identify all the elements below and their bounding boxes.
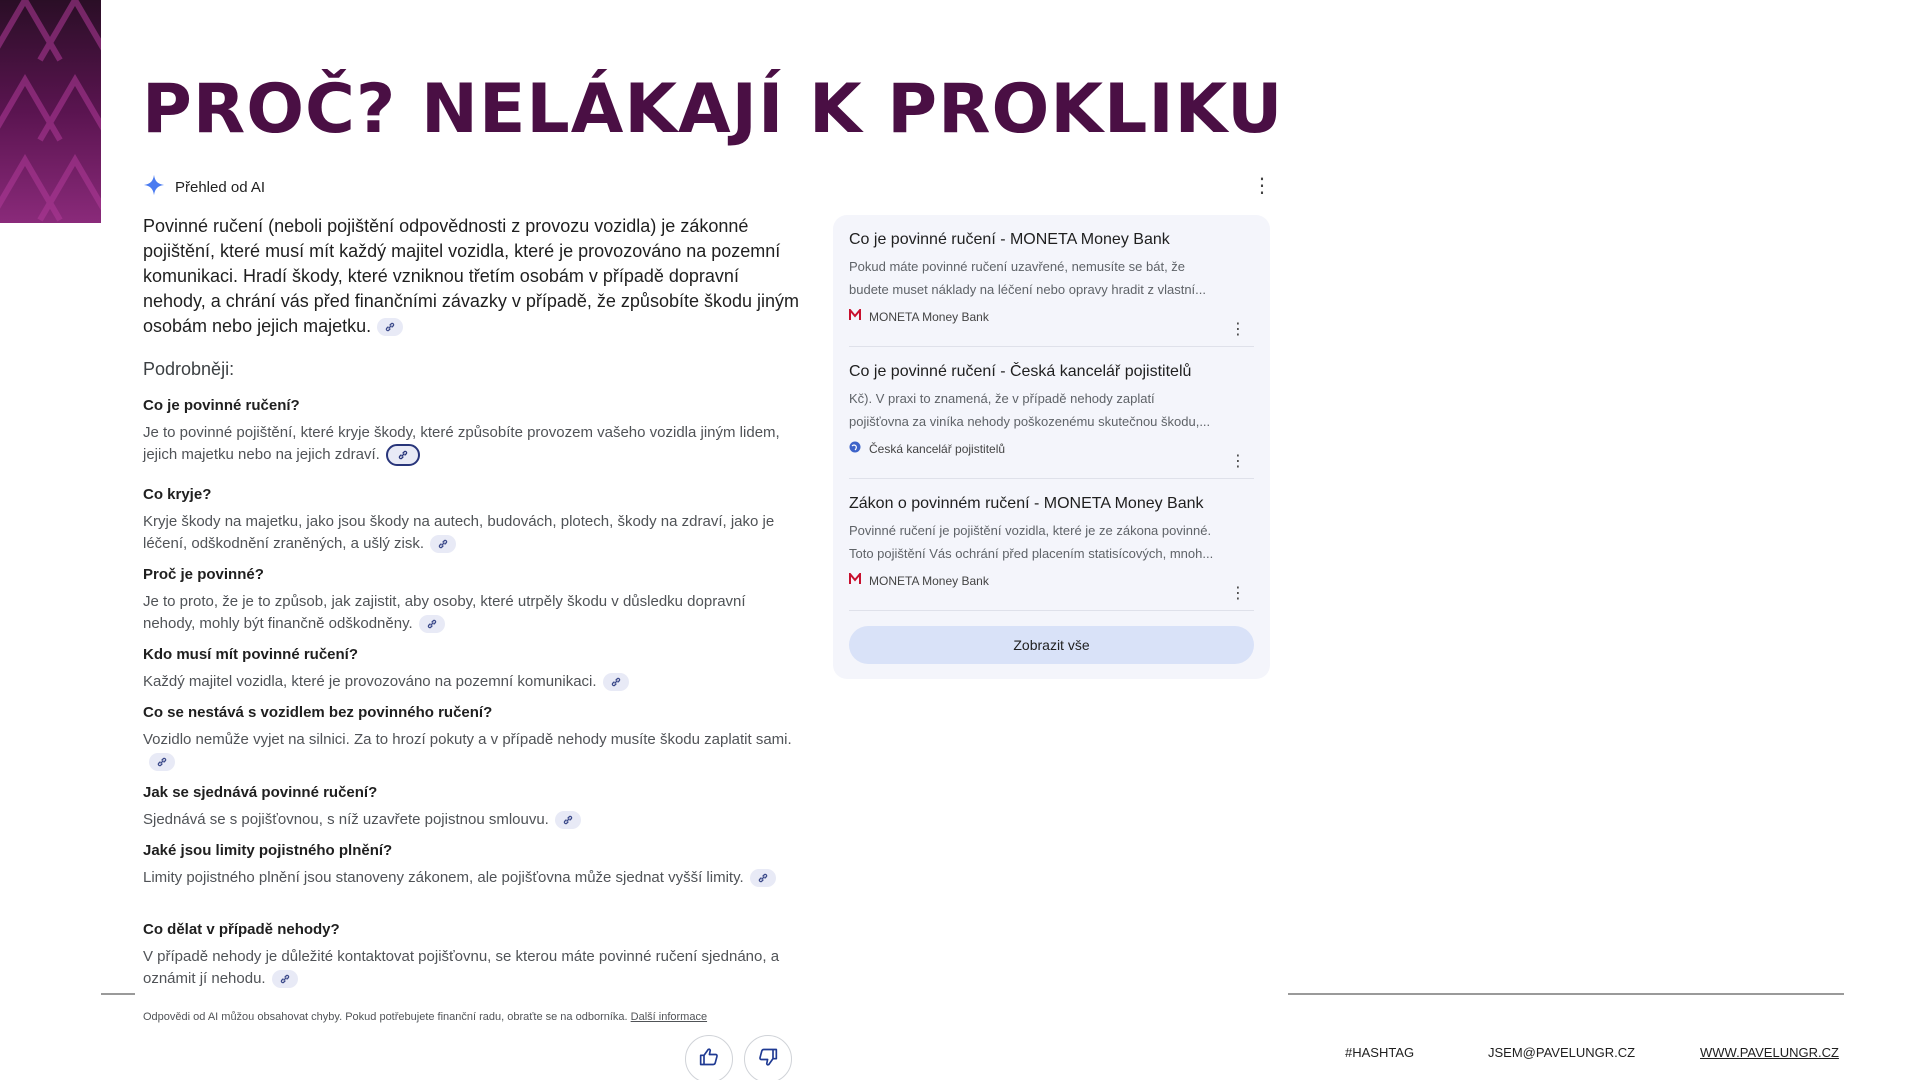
qa-question: Kdo musí mít povinné ručení? bbox=[143, 646, 359, 663]
qa-question: Co dělat v případě nehody? bbox=[143, 921, 340, 938]
thumbs-down-icon bbox=[758, 1047, 778, 1072]
qa-question: Co se nestává s vozidlem bez povinného ručení? bbox=[143, 704, 493, 721]
link-icon[interactable] bbox=[750, 869, 776, 887]
qa-answer: Sjednává se s pojišťovnou, s níž uzavřete pojistnou smlouvu. bbox=[143, 811, 549, 828]
thumbs-up-icon bbox=[699, 1047, 719, 1072]
more-info-link[interactable]: Další informace bbox=[630, 1011, 708, 1023]
thumbs-down-button[interactable] bbox=[744, 1035, 792, 1080]
slide-title: PROČ? NELÁKAJÍ K PROKLIKU bbox=[142, 70, 1284, 149]
link-icon[interactable] bbox=[386, 444, 420, 466]
source-item[interactable] bbox=[849, 229, 1254, 338]
ai-overview-header bbox=[143, 174, 265, 201]
qa-item bbox=[143, 565, 793, 635]
source-snippet bbox=[849, 387, 1249, 433]
source-snippet bbox=[849, 255, 1249, 301]
qa-item bbox=[143, 485, 793, 555]
qa-item bbox=[143, 396, 793, 466]
source-snippet-line: Toto pojištění Vás ochrání před placením statisícových, mnoh... bbox=[849, 546, 1214, 561]
qa-item bbox=[143, 920, 793, 990]
link-icon[interactable] bbox=[419, 615, 445, 633]
divider bbox=[849, 610, 1254, 611]
qa-question: Co je povinné ručení? bbox=[143, 397, 300, 414]
divider bbox=[849, 478, 1254, 479]
source-title[interactable]: Zákon o povinném ručení - MONETA Money Bank bbox=[849, 495, 1204, 512]
source-site-name: MONETA Money Bank bbox=[869, 309, 989, 324]
qa-question: Co kryje? bbox=[143, 486, 212, 503]
qa-item bbox=[143, 783, 793, 831]
moneta-logo-icon bbox=[849, 573, 861, 588]
intro-text: Povinné ručení (neboli pojištění odpovědnosti z provozu vozidla) je zákonné pojištění, které musí mít každý majitel vozidla, které je provozováno na pozemní komunikaci. Hradí škody, které vzniknou třetím osobám v případě dopravní nehody, a chrání vás před finančními závazky v případě, že způsobíte škodu jiným osobám nebo jejich majetku. bbox=[143, 216, 800, 336]
qa-answer: Limity pojistného plnění jsou stanoveny zákonem, ale pojišťovna může sjednat vyšší limity. bbox=[143, 869, 744, 886]
qa-question: Proč je povinné? bbox=[143, 566, 264, 583]
thumbs-up-button[interactable] bbox=[685, 1035, 733, 1080]
sources-card bbox=[833, 215, 1270, 679]
show-all-button[interactable]: Zobrazit vše bbox=[849, 626, 1254, 664]
source-site bbox=[849, 309, 1254, 324]
source-snippet-line: Povinné ručení je pojištění vozidla, které je ze zákona povinné. bbox=[849, 523, 1212, 538]
source-snippet-line: pojišťovna za viníka nehody poškozenému skutečnou škodu,... bbox=[849, 414, 1211, 429]
source-snippet bbox=[849, 519, 1249, 565]
source-more-icon[interactable]: ⋮ bbox=[1230, 321, 1246, 338]
footer-divider-left bbox=[101, 993, 135, 995]
moneta-logo-icon bbox=[849, 309, 861, 324]
footer-divider-right bbox=[1288, 993, 1844, 995]
source-item[interactable] bbox=[849, 493, 1254, 602]
source-site-name: Česká kancelář pojistitelů bbox=[869, 441, 1006, 456]
disclaimer-text: Odpovědi od AI můžou obsahovat chyby. Pokud potřebujete finanční radu, obraťte se na odborníka. bbox=[143, 1011, 628, 1023]
footer-email[interactable]: JSEM@PAVELUNGR.CZ bbox=[1488, 1045, 1636, 1060]
source-title[interactable]: Co je povinné ručení - Česká kancelář pojistitelů bbox=[849, 363, 1192, 380]
more-options-icon[interactable]: ⋮ bbox=[1252, 175, 1272, 197]
source-item[interactable] bbox=[849, 361, 1254, 470]
ai-overview-label: Přehled od AI bbox=[175, 179, 266, 196]
qa-answer: V případě nehody je důležité kontaktovat pojišťovnu, se kterou máte povinné ručení sjednáno, a oznámit jí nehodu. bbox=[143, 948, 780, 987]
globe-icon bbox=[849, 441, 861, 456]
qa-item bbox=[143, 645, 793, 693]
source-title[interactable]: Co je povinné ručení - MONETA Money Bank bbox=[849, 231, 1170, 248]
qa-answer: Vozidlo nemůže vyjet na silnici. Za to hrozí pokuty a v případě nehody musíte škodu zaplatit sami. bbox=[143, 731, 792, 748]
footer-website-link[interactable]: WWW.PAVELUNGR.CZ bbox=[1700, 1045, 1839, 1060]
link-icon[interactable] bbox=[603, 673, 629, 691]
qa-answer: Každý majitel vozidla, které je provozováno na pozemní komunikaci. bbox=[143, 673, 597, 690]
qa-answer: Je to povinné pojištění, které kryje škody, které způsobíte provozem vašeho vozidla jiným lidem, jejich majetku nebo na jejich zdraví. bbox=[143, 424, 780, 463]
details-label: Podrobněji: bbox=[143, 359, 235, 379]
ai-overview-intro bbox=[143, 214, 803, 339]
source-site-name: MONETA Money Bank bbox=[869, 573, 989, 588]
source-more-icon[interactable]: ⋮ bbox=[1230, 585, 1246, 602]
source-snippet-line: Kč). V praxi to znamená, že v případě nehody zaplatí bbox=[849, 391, 1155, 406]
source-more-icon[interactable]: ⋮ bbox=[1230, 453, 1246, 470]
divider bbox=[849, 346, 1254, 347]
source-snippet-line: budete muset náklady na léčení nebo opravy hradit z vlastní... bbox=[849, 282, 1206, 297]
qa-question: Jaké jsou limity pojistného plnění? bbox=[143, 842, 393, 859]
qa-item bbox=[143, 841, 793, 889]
link-icon[interactable] bbox=[377, 318, 403, 336]
qa-item bbox=[143, 703, 793, 773]
link-icon[interactable] bbox=[430, 535, 456, 553]
qa-question: Jak se sjednává povinné ručení? bbox=[143, 784, 378, 801]
link-icon[interactable] bbox=[555, 811, 581, 829]
link-icon[interactable] bbox=[149, 753, 175, 771]
source-snippet-line: Pokud máte povinné ručení uzavřené, nemusíte se bát, že bbox=[849, 259, 1186, 274]
qa-answer: Kryje škody na majetku, jako jsou škody na autech, budovách, plotech, škody na zdraví, jako je léčení, odškodnění zraněných, a ušlý zisk. bbox=[143, 513, 775, 552]
source-site bbox=[849, 441, 1254, 456]
source-site bbox=[849, 573, 1254, 588]
qa-answer: Je to proto, že je to způsob, jak zajistit, aby osoby, které utrpěly škodu v důsledku dopravní nehody, mohly být finančně odškodněny. bbox=[143, 593, 746, 632]
footer-hashtag: #HASHTAG bbox=[1345, 1045, 1415, 1060]
link-icon[interactable] bbox=[272, 970, 298, 988]
decorative-pattern bbox=[0, 0, 101, 223]
sparkle-icon bbox=[143, 174, 165, 201]
ai-disclaimer bbox=[143, 1011, 707, 1023]
